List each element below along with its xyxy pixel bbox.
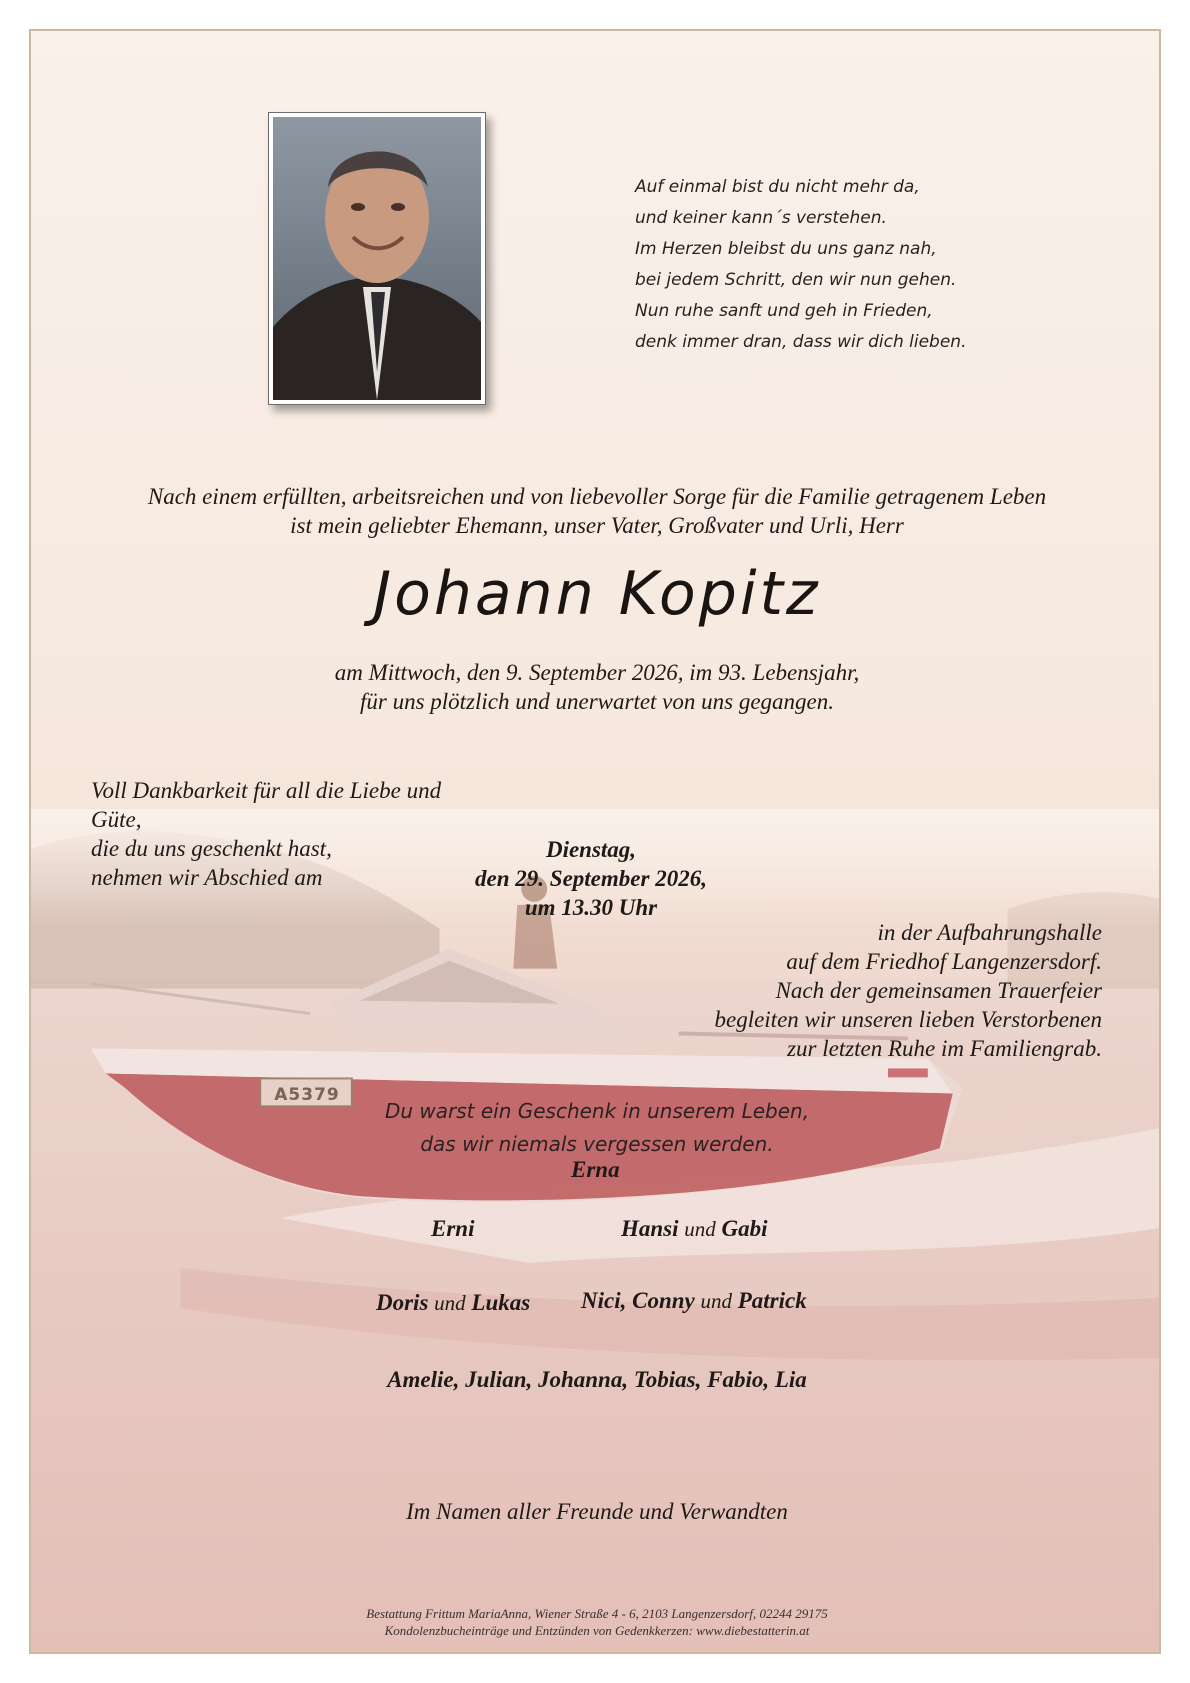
gift-line: das wir niemals vergessen werden. [420, 1132, 774, 1156]
footer-address: Bestattung Frittum MariaAnna, Wiener Straße 4 - 6, 2103 Langenzersdorf, 02244 29175 [366, 1606, 828, 1621]
place-line: zur letzten Ruhe im Familiengrab. [787, 1036, 1102, 1061]
mourner-name: Amelie, Julian, Johanna, Tobias, Fabio, Lia [387, 1367, 807, 1392]
death-notice [91, 658, 1103, 716]
death-line: am Mittwoch, den 9. September 2026, im 93. Lebensjahr, [334, 660, 860, 685]
intro-text [91, 482, 1103, 540]
place-line: Nach der gemeinsamen Trauerfeier [775, 978, 1102, 1003]
funeral-date [391, 835, 791, 922]
farewell-line: nehmen wir Abschied am [91, 865, 323, 890]
mourner-name: Hansi [621, 1216, 679, 1241]
funeral-day: Dienstag, [545, 837, 637, 862]
place-line: begleiten wir unseren lieben Verstorbenen [714, 1007, 1102, 1032]
mourner-erna [571, 1157, 620, 1183]
poem-line: bei jedem Schritt, den wir nun gehen. [635, 270, 957, 290]
boat-registration-plate: A5379 [274, 1085, 340, 1105]
mourner-erni [431, 1216, 474, 1242]
mourner-name: Lukas [471, 1290, 531, 1315]
obituary-page [29, 29, 1161, 1654]
poem-line: Im Herzen bleibst du uns ganz nah, [635, 239, 937, 259]
mourner-name: Gabi [721, 1216, 768, 1241]
deceased-name: Johann Kopitz [373, 559, 821, 629]
poem-line: und keiner kann´s verstehen. [635, 208, 887, 228]
mourner-name: Erna [571, 1157, 620, 1182]
place-line: auf dem Friedhof Langenzersdorf. [786, 949, 1102, 974]
farewell-line: die du uns geschenkt hast, [91, 836, 332, 861]
poem-line: Auf einmal bist du nicht mehr da, [635, 177, 920, 197]
mourner-nici-conny-patrick [581, 1288, 807, 1314]
gift-verse [91, 1095, 1103, 1161]
conjunction: und [684, 1217, 716, 1241]
conjunction: und [434, 1291, 466, 1315]
funeral-place [591, 918, 1102, 1063]
portrait-photo [268, 112, 486, 405]
intro-line: Nach einem erfüllten, arbeitsreichen und von liebevoller Sorge für die Familie getragenem Leben [147, 484, 1047, 509]
poem-line: denk immer dran, dass wir dich lieben. [635, 332, 967, 352]
funeral-time: um 13.30 Uhr [524, 895, 658, 920]
conjunction: und [700, 1289, 732, 1313]
footer-condolence: Kondolenzbucheinträge und Entzünden von Gedenkkerzen: www.diebestatterin.at [384, 1623, 810, 1638]
mourner-grandchildren [91, 1367, 1103, 1393]
intro-line: ist mein geliebter Ehemann, unser Vater, Großvater und Urli, Herr [290, 513, 904, 538]
memorial-poem [635, 172, 1015, 358]
poem-line: Nun ruhe sanft und geh in Frieden, [635, 301, 933, 321]
footer [91, 1605, 1103, 1639]
place-line: in der Aufbahrungshalle [877, 920, 1102, 945]
mourner-doris-lukas [376, 1290, 530, 1316]
closing-line: Im Namen aller Freunde und Verwandten [406, 1499, 788, 1524]
mourner-name: Patrick [737, 1288, 807, 1313]
funeral-date-line: den 29. September 2026, [475, 866, 707, 891]
gift-line: Du warst ein Geschenk in unserem Leben, [384, 1099, 810, 1123]
farewell-line: Voll Dankbarkeit für all die Liebe und Güte, [91, 778, 442, 832]
mourner-hansi-gabi [621, 1216, 768, 1242]
death-line: für uns plötzlich und unerwartet von uns gegangen. [359, 689, 835, 714]
portrait-image [273, 117, 481, 400]
mourner-name: Erni [431, 1216, 475, 1241]
mourner-name: Nici, Conny [581, 1288, 695, 1313]
mourner-name: Doris [376, 1290, 429, 1315]
